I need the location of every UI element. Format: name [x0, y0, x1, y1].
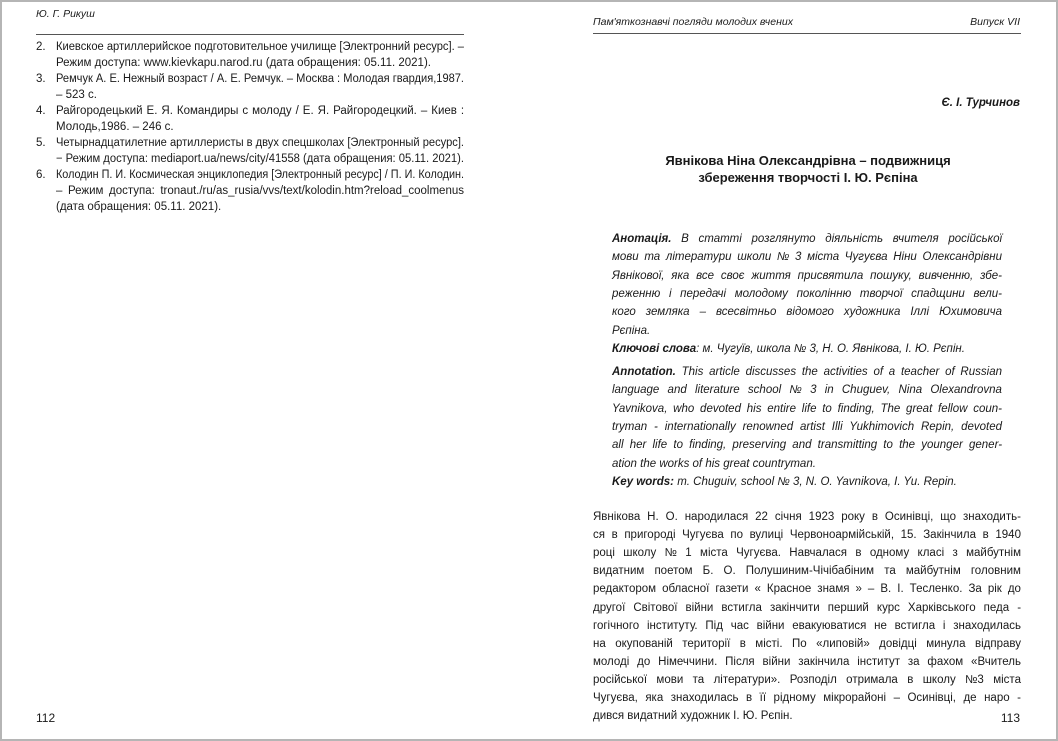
- body-line: ся в пригороді Чугуєва по вулиці Червоноармійській, 15. Закінчила в 1940: [593, 529, 1021, 542]
- body-line: гогічного інституту. Під час війни евакуюватися не встигла і знаходилась: [593, 619, 1021, 632]
- body-line: Чугуєва, яка знаходилась в її рідному мікрорайоні – Осинівці, де наро -: [593, 692, 1021, 704]
- annotation-text: мови та літератури школи № 3 міста Чугуєва Ніни Олександрівни: [612, 251, 1003, 264]
- reference-number: 4.: [36, 105, 46, 117]
- body-line: році школу № 1 міста Чугуєва. Навчалася в одному класі з майбутнім: [593, 547, 1021, 560]
- keywords-text: : м. Чугуїв, школа № 3, Н. О. Явнікова, І. Ю. Рєпін.: [696, 342, 965, 355]
- annotation-label: Annotation.: [612, 366, 676, 378]
- title-line: збереження творчості І. Ю. Рєпіна: [698, 170, 918, 185]
- annotation-text: This article discusses the activities of a teacher of Russian: [675, 366, 1002, 378]
- annotation-text: кого земляка – всесвітньо відомого художника Іллі Юхимовича: [612, 306, 1003, 319]
- annotation-line: [612, 457, 816, 472]
- running-header-journal: Пам'яткознавчі погляди молодих вчених: [593, 16, 793, 28]
- annotation-line: [612, 438, 1002, 453]
- keywords-label: Key words:: [612, 475, 674, 488]
- reference-line: Колодин П. И. Космическая энциклопедия [Электронный ресурс] / П. И. Колодин.: [56, 169, 465, 181]
- annotation-line: [612, 305, 1002, 320]
- annotation-text: В статті розглянуто діяльність вчителя російської: [671, 233, 1003, 245]
- reference-line: (дата обращения: 05.11. 2021).: [56, 201, 222, 213]
- annotation-line: [612, 383, 1002, 398]
- annotation-line: [612, 420, 1002, 435]
- body-line: молоді до Німеччини. Після війни закінчила інститут за фахом «Вчитель: [593, 655, 1022, 668]
- body-line: дився видатний художник І. Ю. Рєпін.: [593, 710, 793, 723]
- reference-line: Молодь,1986. – 246 с.: [56, 121, 174, 133]
- body-line: Явнікова Н. О. народилася 22 січня 1923 року в Осинівці, що знаходить-: [593, 511, 1021, 523]
- reference-number: 5.: [36, 137, 46, 149]
- title-line: Явнікова Ніна Олександрівна – подвижниця: [665, 153, 951, 168]
- annotation-line: [612, 287, 1002, 302]
- reference-line: Режим доступа: www.kievkapu.narod.ru (дата обращения: 05.11. 2021).: [56, 57, 431, 69]
- body-line: редактором обласної газети « Красное знамя » – В. І. Тесленко. За рік до: [593, 583, 1021, 596]
- annotation-text: Рєпіна.: [612, 324, 651, 337]
- annotation-line: [612, 269, 1002, 284]
- annotation-text: Явнікової, яка все своє життя присвятила пошуку, вивченню, збе-: [612, 269, 1002, 282]
- body-line: російської мови та літератури». Розподіл отримала в школу №3 міста: [593, 673, 1021, 686]
- page-number: 113: [1000, 711, 1020, 725]
- running-header-author: Ю. Г. Рикуш: [36, 8, 95, 20]
- article-title: [593, 152, 1023, 186]
- annotation-line: [612, 232, 1002, 247]
- body-line: видатним поетом Б. О. Полушиним-Чічібабіним та майбутнім головним: [593, 565, 1021, 578]
- annotation-text: ation the works of his great countryman.: [612, 457, 816, 470]
- reference-line: Киевское артиллерийское подготовительное училище [Электронний ресурс]. –: [56, 41, 465, 53]
- annotation-text: all her life to finding, preserving and transmitting to the younger gener-: [612, 439, 1003, 452]
- reference-line: Райгородецький Е. Я. Командиры с молоду / Е. Я. Райгородецкий. – Киев :: [56, 105, 465, 117]
- reference-number: 6.: [36, 169, 46, 181]
- page-number: 112: [36, 711, 56, 725]
- reference-line: – Режим доступа: tronaut./ru/as_rusia/vvs/text/kolodin.htm?reload_coolmenus: [56, 185, 464, 197]
- keywords-label: Ключові слова: [612, 342, 697, 355]
- reference-line: – 523 с.: [56, 89, 97, 101]
- annotation-text: реженню і передачі молодому поколінню творчої спадщини вели-: [612, 287, 1002, 300]
- annotation-text: language and literature school № 3 in Chuguev, Nina Olexandrovna: [612, 384, 1002, 397]
- reference-number: 3.: [36, 73, 46, 85]
- reference-line: Четырнадцатилетние артиллеристы в двух спецшколах [Электронный ресурс].: [56, 137, 465, 149]
- annotation-line: [612, 324, 650, 339]
- keywords-text: m. Chuguiv, school № 3, N. O. Yavnikova, I. Yu. Repin.: [674, 475, 957, 488]
- reference-line: Ремчук А. Е. Нежный возраст / А. Е. Ремчук. – Москва : Молодая гвардия,1987.: [56, 73, 465, 85]
- article-author: Є. І. Турчинов: [941, 97, 1020, 109]
- header-rule: [593, 33, 1021, 34]
- keywords-line: [612, 342, 965, 357]
- annotation-line: [612, 365, 1002, 380]
- annotation-text: tryman - internationally renowned artist Illi Yukhimovich Repin, devoted: [612, 420, 1003, 433]
- annotation-line: [612, 402, 1002, 417]
- keywords-line: [612, 475, 957, 490]
- running-header-issue: Випуск VII: [970, 16, 1020, 28]
- annotation-label: Анотація.: [612, 233, 672, 245]
- annotation-line: [612, 250, 1002, 265]
- annotation-text: Yavnikova, who devoted his entire life to finding, The great fellow coun-: [612, 402, 1002, 415]
- body-line: на окупованій території в місті. По «липовій» довідці минула відправу: [593, 637, 1021, 650]
- body-line: другої Світової війни встигла закінчити перший курс Харківського педа -: [593, 601, 1022, 614]
- reference-line: − Режим доступа: mediaport.ua/news/city/41558 (дата обращения: 05.11. 2021).: [56, 153, 464, 165]
- reference-number: 2.: [36, 41, 46, 53]
- header-rule: [36, 34, 464, 35]
- right-page: [529, 0, 1058, 741]
